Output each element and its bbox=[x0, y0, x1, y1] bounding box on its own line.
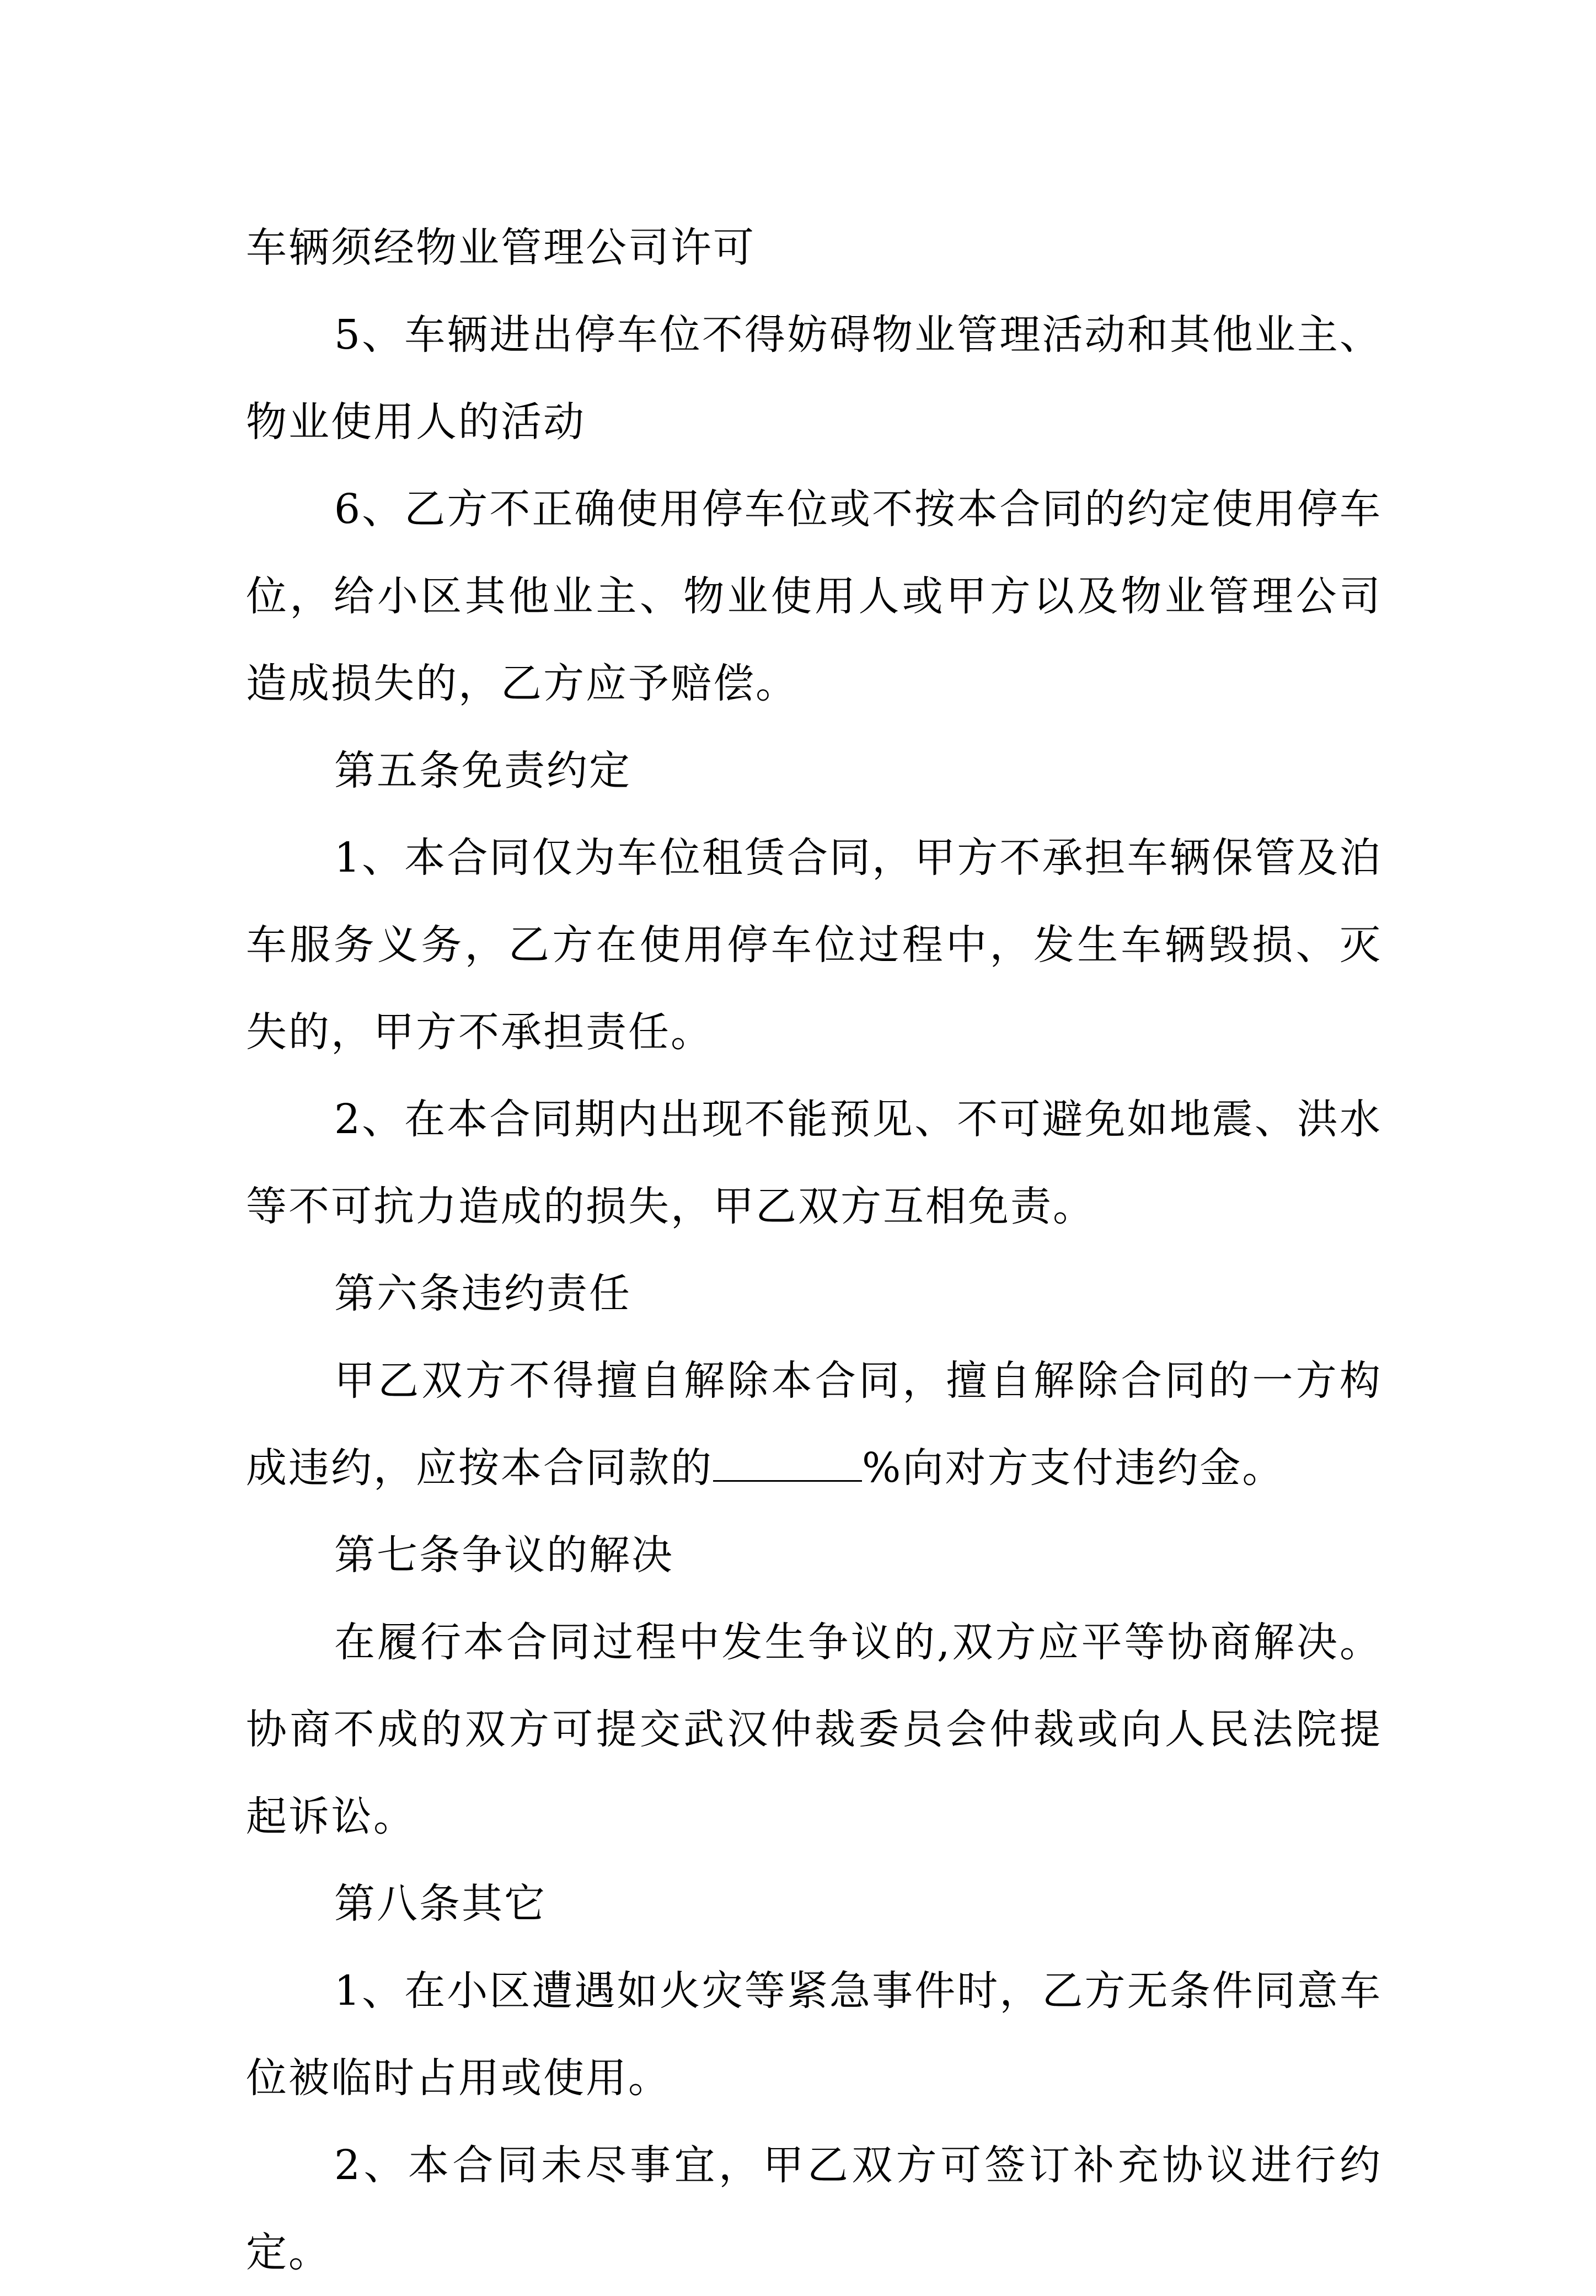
section-heading-article-7: 第七条争议的解决 bbox=[334, 1531, 674, 1579]
penalty-text-after: %向对方支付违约金。 bbox=[862, 1444, 1285, 1492]
paragraph-article-7-body: 在履行本合同过程中发生争议的,双方应平等协商解决。协商不成的双方可提交武汉仲裁委员会仲裁或向人民法院提起诉讼。 bbox=[246, 1619, 1382, 1840]
penalty-percentage-blank bbox=[713, 1480, 862, 1482]
penalty-text-before: 甲乙双方不得擅自解除本合同，擅自解除合同的一方构成违约，应按本合同款的 bbox=[246, 1357, 1382, 1492]
section-heading-article-5: 第五条免责约定 bbox=[334, 747, 631, 794]
paragraph-article-8-item-1: 1、在小区遭遇如火灾等紧急事件时，乙方无条件同意车位被临时占用或使用。 bbox=[246, 1967, 1382, 2102]
paragraph-clause-5: 5、车辆进出停车位不得妨碍物业管理活动和其他业主、物业使用人的活动 bbox=[246, 311, 1382, 446]
section-heading-article-6: 第六条违约责任 bbox=[334, 1270, 631, 1317]
paragraph-vehicle-permission: 车辆须经物业管理公司许可 bbox=[246, 224, 756, 271]
section-heading-article-8: 第八条其它 bbox=[334, 1880, 547, 1927]
paragraph-article-6-body bbox=[246, 1337, 1382, 1512]
paragraph-article-5-item-2: 2、在本合同期内出现不能预见、不可避免如地震、洪水等不可抗力造成的损失，甲乙双方互相免责。 bbox=[246, 1096, 1382, 1230]
contract-body bbox=[246, 204, 1382, 2296]
paragraph-article-8-item-2: 2、本合同未尽事宜，甲乙双方可签订补充协议进行约定。 bbox=[246, 2142, 1382, 2276]
paragraph-article-5-item-1: 1、本合同仅为车位租赁合同，甲方不承担车辆保管及泊车服务义务，乙方在使用停车位过程中，发生车辆毁损、灭失的，甲方不承担责任。 bbox=[246, 834, 1382, 1056]
paragraph-clause-6: 6、乙方不正确使用停车位或不按本合同的约定使用停车位，给小区其他业主、物业使用人或甲方以及物业管理公司造成损失的，乙方应予赔偿。 bbox=[246, 485, 1382, 707]
